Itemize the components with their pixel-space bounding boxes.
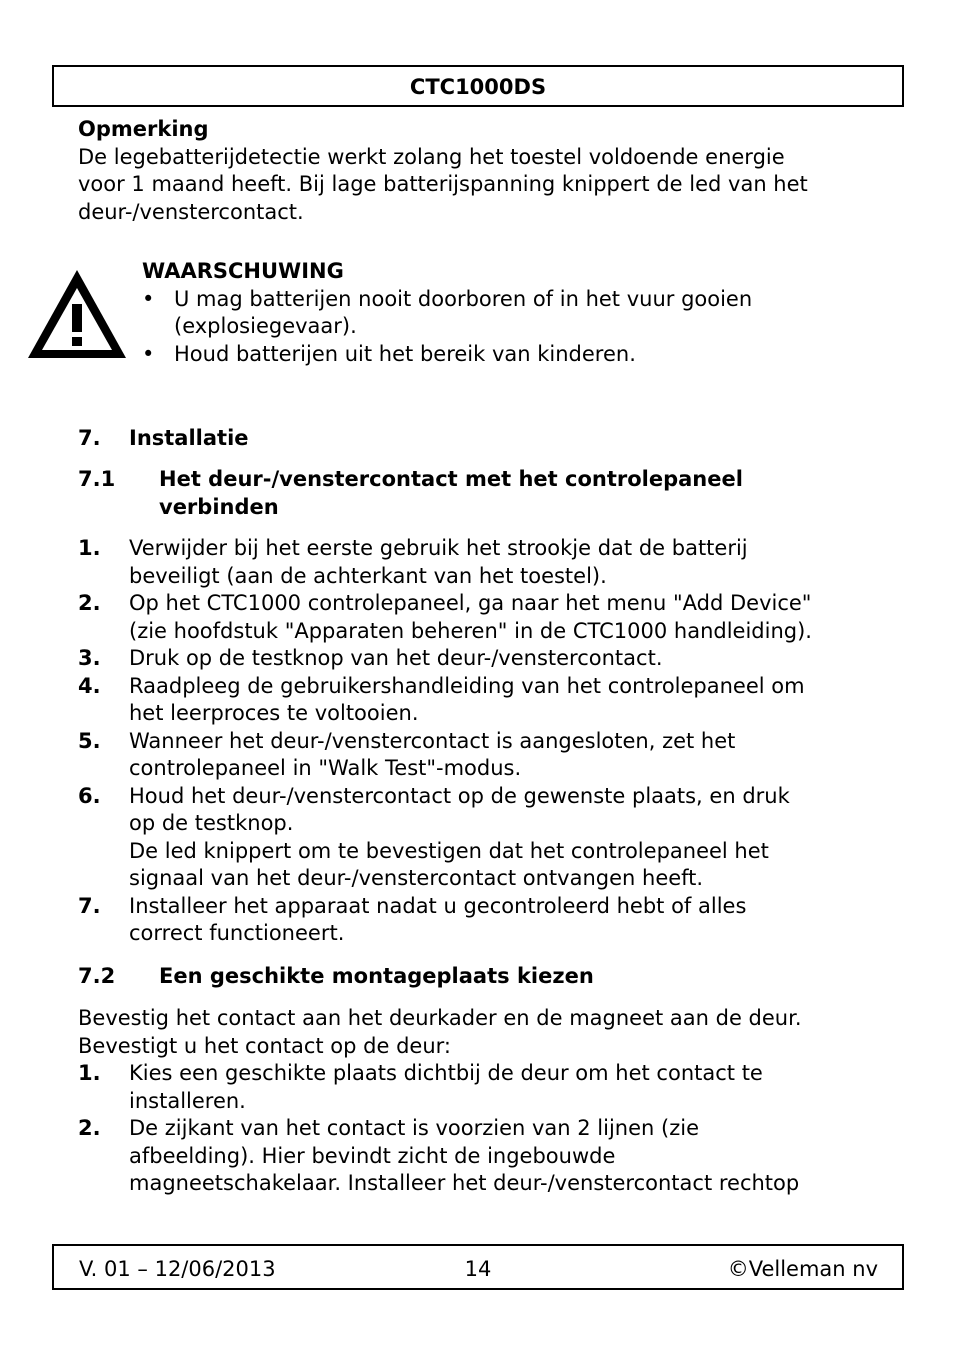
steps-list [78, 1060, 878, 1198]
step-line: op de testknop. [129, 811, 294, 835]
step-line: De led knippert om te bevestigen dat het controlepaneel het [129, 838, 769, 863]
list-item [78, 728, 878, 783]
list-item [78, 673, 878, 728]
warning-title: WAARSCHUWING [142, 259, 344, 283]
step-number: 1. [78, 536, 101, 560]
step-number: 1. [78, 1061, 101, 1085]
header-box [52, 65, 904, 107]
subsection-number: 7.1 [78, 467, 116, 491]
warning-triangle-icon [24, 266, 130, 362]
step-number: 4. [78, 673, 101, 698]
step-line: Houd het deur-/venstercontact op de gewenste plaats, en druk [129, 783, 790, 808]
bullet: • [142, 341, 155, 366]
step-line: signaal van het deur-/venstercontact ontvangen heeft. [129, 866, 704, 890]
list-item [78, 1060, 878, 1115]
steps-7-2 [78, 1005, 878, 1198]
section-title: Installatie [129, 426, 249, 450]
footer-copyright: ©Velleman nv [727, 1257, 878, 1281]
subsection-title: Het deur-/venstercontact met het controlepaneel verbinden [159, 467, 743, 519]
step-line: Installeer het apparaat nadat u gecontroleerd hebt of alles [129, 893, 747, 918]
warning-item [142, 341, 882, 369]
subsection-heading-7-2 [78, 963, 878, 991]
list-item [78, 645, 878, 673]
step-line: beveiligt (aan de achterkant van het toestel). [129, 563, 607, 588]
warning-item [142, 286, 882, 341]
bullet: • [142, 286, 155, 311]
steps-list [78, 535, 878, 948]
subsection-title: Een geschikte montageplaats kiezen [159, 964, 594, 988]
step-line: magneetschakelaar. Installeer het deur-/venstercontact rechtop [129, 1171, 800, 1195]
footer-box [52, 1244, 904, 1290]
note-line: voor 1 maand heeft. Bij lage batterijspanning knippert de led van het [78, 172, 808, 196]
step-number: 2. [78, 591, 101, 615]
step-line: De zijkant van het contact is voorzien van 2 lijnen (zie [129, 1116, 699, 1140]
step-number: 3. [78, 646, 101, 670]
intro-line: Bevestig het contact aan het deurkader en de magneet aan de deur. [78, 1006, 802, 1030]
subsection-number: 7.2 [78, 964, 116, 988]
step-line: Kies een geschikte plaats dichtbij de deur om het contact te [129, 1061, 763, 1085]
step-line: Verwijder bij het eerste gebruik het strookje dat de batterij [129, 536, 748, 560]
step-line: installeren. [129, 1088, 246, 1113]
warning-list [142, 286, 882, 369]
list-item [78, 1115, 878, 1198]
step-line: het leerproces te voltooien. [129, 701, 419, 725]
footer-version: V. 01 – 12/06/2013 [79, 1257, 276, 1281]
warning-item-line: Houd batterijen uit het bereik van kinderen. [174, 341, 636, 366]
step-line: controlepaneel in "Walk Test"-modus. [129, 756, 522, 780]
step-number: 6. [78, 783, 101, 808]
step-number: 2. [78, 1116, 101, 1140]
step-line: Druk op de testknop van het deur-/venstercontact. [129, 646, 663, 670]
warning-item-line: U mag batterijen nooit doorboren of in het vuur gooien [174, 286, 753, 311]
note-line: De legebatterijdetectie werkt zolang het toestel voldoende energie [78, 144, 785, 169]
note-title: Opmerking [78, 117, 209, 141]
note-section [78, 116, 878, 226]
step-line: afbeelding). Hier bevindt zicht de ingebouwde [129, 1143, 616, 1168]
header-title: CTC1000DS [409, 75, 547, 99]
intro-line: Bevestigt u het contact op de deur: [78, 1033, 451, 1058]
list-item [78, 783, 878, 893]
subsection-heading-7-1 [78, 466, 878, 521]
note-line: deur-/venstercontact. [78, 199, 304, 224]
step-line: Wanneer het deur-/venstercontact is aangesloten, zet het [129, 728, 736, 753]
section-heading [78, 425, 878, 453]
list-item [78, 893, 878, 948]
warning-item-line: (explosiegevaar). [174, 314, 357, 338]
step-number: 5. [78, 728, 101, 753]
list-item [78, 535, 878, 590]
section-number: 7. [78, 426, 101, 450]
step-line: correct functioneert. [129, 921, 345, 945]
footer-page-number: 14 [464, 1257, 492, 1281]
warning-exclamation-bar [72, 304, 82, 332]
step-line: Op het CTC1000 controlepaneel, ga naar het menu "Add Device" [129, 591, 812, 615]
warning-exclamation-dot [72, 337, 82, 346]
step-line: Raadpleeg de gebruikershandleiding van het controlepaneel om [129, 673, 805, 698]
list-item [78, 590, 878, 645]
step-line: (zie hoofdstuk "Apparaten beheren" in de CTC1000 handleiding). [129, 618, 812, 643]
step-number: 7. [78, 893, 101, 918]
steps-7-1 [78, 535, 878, 948]
warning-section [142, 258, 882, 368]
